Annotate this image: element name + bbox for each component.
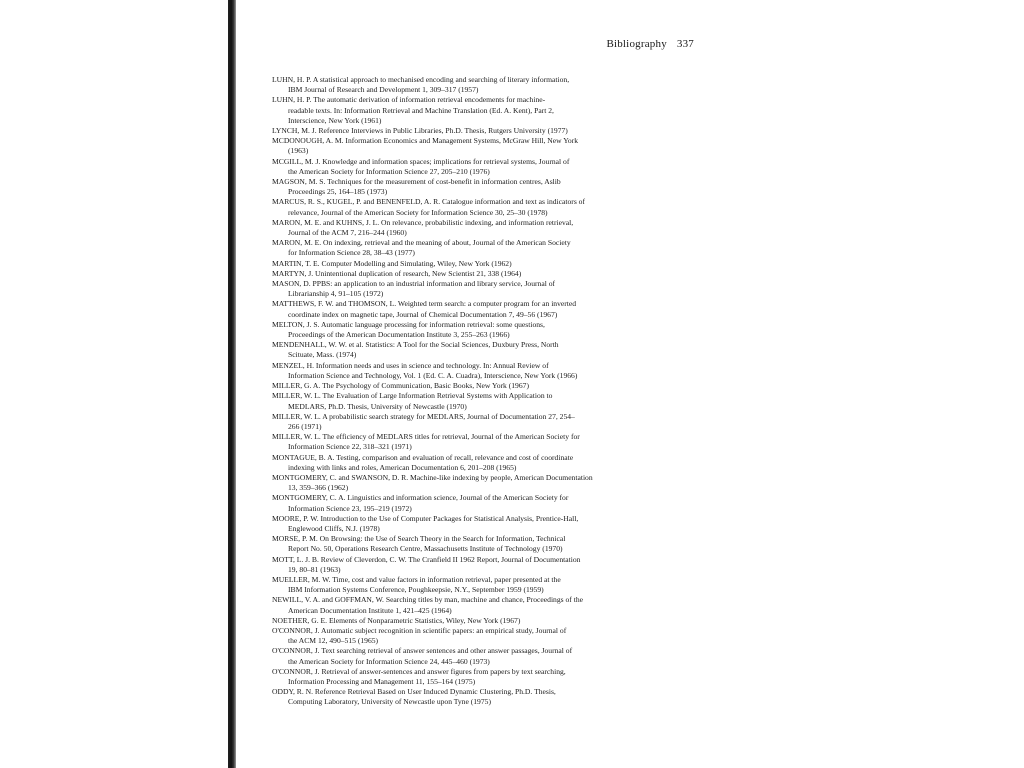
bibliography-entry xyxy=(272,616,694,626)
bibliography-entry xyxy=(272,555,694,575)
bibliography-entry xyxy=(272,453,694,473)
bibliography-entry xyxy=(272,534,694,554)
bibliography-entry xyxy=(272,279,694,299)
entry-continuation-line: Computing Laboratory, University of Newcastle upon Tyne (1975) xyxy=(288,697,491,707)
entry-continuation-line: Information Science 22, 318–321 (1971) xyxy=(288,442,412,452)
entry-first-line: MARTYN, J. Unintentional duplication of research, New Scientist 21, 338 (1964) xyxy=(272,268,522,278)
entry-first-line: MENDENHALL, W. W. et al. Statistics: A Tool for the Social Sciences, Duxbury Press, North xyxy=(272,340,559,350)
entry-first-line: MCDONOUGH, A. M. Information Economics and Management Systems, McGraw Hill, New York xyxy=(272,136,579,146)
entry-continuation-line: (1963) xyxy=(288,146,309,156)
bibliography-entry xyxy=(272,340,694,360)
entry-first-line: MILLER, G. A. The Psychology of Communication, Basic Books, New York (1967) xyxy=(272,381,529,391)
entry-first-line: MONTGOMERY, C. A. Linguistics and information science, Journal of the American Society for xyxy=(272,493,569,503)
bibliography-entry xyxy=(272,126,694,136)
bibliography-entry xyxy=(272,238,694,258)
entry-continuation-line: Librarianship 4, 91–105 (1972) xyxy=(288,289,384,299)
bibliography-entry xyxy=(272,157,694,177)
bibliography-entry xyxy=(272,269,694,279)
bibliography-entry xyxy=(272,687,694,707)
bibliography-entry xyxy=(272,626,694,646)
bibliography-entry xyxy=(272,391,694,411)
entry-first-line: MATTHEWS, F. W. and THOMSON, L. Weighted term search: a computer program for an inverted xyxy=(272,299,577,309)
bibliography-entry xyxy=(272,75,694,95)
bibliography-entry xyxy=(272,381,694,391)
entry-first-line: ODDY, R. N. Reference Retrieval Based on User Induced Dynamic Clustering, Ph.D. Thesis, xyxy=(272,687,556,697)
entry-continuation-line: Proceedings 25, 164–185 (1973) xyxy=(288,187,388,197)
entry-first-line: MELTON, J. S. Automatic language processing for information retrieval: some questions, xyxy=(272,319,545,329)
bibliography-entry xyxy=(272,473,694,493)
entry-first-line: MARON, M. E. and KUHNS, J. L. On relevance, probabilistic indexing, and information retrieval, xyxy=(272,217,574,227)
bibliography-entry xyxy=(272,514,694,534)
bibliography-entry xyxy=(272,299,694,319)
entry-first-line: LUHN, H. P. The automatic derivation of information retrieval encodements for machine- xyxy=(272,95,546,105)
entry-continuation-line: IBM Information Systems Conference, Poughkeepsie, N.Y., September 1959 (1959) xyxy=(288,585,544,595)
entry-continuation-line: Scituate, Mass. (1974) xyxy=(288,350,357,360)
entry-first-line: MARON, M. E. On indexing, retrieval and the meaning of about, Journal of the American Society xyxy=(272,238,571,248)
bibliography-entry xyxy=(272,177,694,197)
entry-first-line: MOTT, L. J. B. Review of Cleverdon, C. W. The Cranfield II 1962 Report, Journal of Documentation xyxy=(272,554,581,564)
entry-continuation-line: Report No. 50, Operations Research Centre, Massachusetts Institute of Technology (1970) xyxy=(288,544,563,554)
entry-continuation-line: coordinate index on magnetic tape, Journal of Chemical Documentation 7, 49–56 (1967) xyxy=(288,309,558,319)
bibliography-entry xyxy=(272,595,694,615)
entry-continuation-line: the American Society for Information Science 27, 205–210 (1976) xyxy=(288,166,490,176)
entry-first-line: O'CONNOR, J. Automatic subject recognition in scientific papers: an empirical study, Journal of xyxy=(272,625,567,635)
entry-continuation-line: the American Society for Information Science 24, 445–460 (1973) xyxy=(288,656,490,666)
running-head xyxy=(272,38,694,52)
bibliography-entry xyxy=(272,259,694,269)
entry-first-line: LYNCH, M. J. Reference Interviews in Public Libraries, Ph.D. Thesis, Rutgers University (1977) xyxy=(272,126,568,136)
entry-first-line: MILLER, W. L. A probabilistic search strategy for MEDLARS, Journal of Documentation 27, 254– xyxy=(272,411,575,421)
page-number: 337 xyxy=(676,38,694,50)
bibliography-entry xyxy=(272,412,694,432)
entry-first-line: MONTAGUE, B. A. Testing, comparison and evaluation of recall, relevance and cost of coordinate xyxy=(272,452,574,462)
bibliography-entry xyxy=(272,95,694,126)
bibliography-entry xyxy=(272,432,694,452)
bibliography-entry xyxy=(272,575,694,595)
entry-first-line: NOETHER, G. E. Elements of Nonparametric Statistics, Wiley, New York (1967) xyxy=(272,615,521,625)
bibliography-entry xyxy=(272,646,694,666)
entry-first-line: MILLER, W. L. The efficiency of MEDLARS titles for retrieval, Journal of the American Society for xyxy=(272,432,580,442)
entry-continuation-line: Journal of the ACM 7, 216–244 (1960) xyxy=(288,228,407,238)
entry-continuation-line: for Information Science 28, 38–43 (1977) xyxy=(288,248,415,258)
entry-first-line: MILLER, W. L. The Evaluation of Large Information Retrieval Systems with Application to xyxy=(272,391,553,401)
entry-first-line: MARTIN, T. E. Computer Modelling and Simulating, Wiley, New York (1962) xyxy=(272,258,512,268)
entry-continuation-line: Interscience, New York (1961) xyxy=(288,115,382,125)
bibliography-entry xyxy=(272,136,694,156)
entry-continuation-line: Information Science and Technology, Vol. 1 (Ed. C. A. Cuadra), Interscience, New York (1966) xyxy=(288,370,578,380)
entry-first-line: O'CONNOR, J. Retrieval of answer-sentences and answer figures from papers by text searching, xyxy=(272,666,566,676)
entry-first-line: O'CONNOR, J. Text searching retrieval of answer sentences and other answer passages, Journal of xyxy=(272,646,573,656)
bibliography-entry xyxy=(272,493,694,513)
page-binding-edge xyxy=(228,0,236,768)
entry-continuation-line: IBM Journal of Research and Development 1, 309–317 (1957) xyxy=(288,85,479,95)
entry-first-line: LUHN, H. P. A statistical approach to mechanised encoding and searching of literary information, xyxy=(272,75,570,84)
section-title: Bibliography xyxy=(606,38,667,50)
entry-first-line: MAGSON, M. S. Techniques for the measurement of cost-benefit in information centres, Aslib xyxy=(272,177,561,187)
bibliography-entry xyxy=(272,667,694,687)
entry-continuation-line: 266 (1971) xyxy=(288,421,322,431)
entry-continuation-line: MEDLARS, Ph.D. Thesis, University of Newcastle (1970) xyxy=(288,401,467,411)
entry-continuation-line: 13, 359–366 (1962) xyxy=(288,483,349,493)
entry-continuation-line: Information Science 23, 195–219 (1972) xyxy=(288,503,412,513)
entry-continuation-line: the ACM 12, 490–515 (1965) xyxy=(288,636,379,646)
bibliography-entry xyxy=(272,218,694,238)
entry-first-line: MARCUS, R. S., KUGEL, P. and BENENFELD, A. R. Catalogue information and text as indicators of xyxy=(272,197,586,207)
entry-first-line: MORSE, P. M. On Browsing: the Use of Search Theory in the Search for Information, Technical xyxy=(272,534,566,544)
entry-first-line: MOORE, P. W. Introduction to the Use of Computer Packages for Statistical Analysis, Prentice-Hall, xyxy=(272,513,579,523)
entry-continuation-line: American Documentation Institute 1, 421–425 (1964) xyxy=(288,605,452,615)
entry-continuation-line: Proceedings of the American Documentation Institute 3, 255–263 (1966) xyxy=(288,330,510,340)
bibliography-entry xyxy=(272,361,694,381)
entry-first-line: MUELLER, M. W. Time, cost and value factors in information retrieval, paper presented at the xyxy=(272,574,561,584)
bibliography-entry xyxy=(272,197,694,217)
entry-continuation-line: readable texts. In: Information Retrieval and Machine Translation (Ed. A. Kent), Part 2, xyxy=(288,105,554,115)
entry-first-line: MONTGOMERY, C. and SWANSON, D. R. Machine-like indexing by people, American Documentation xyxy=(272,472,593,482)
entry-continuation-line: relevance, Journal of the American Society for Information Science 30, 25–30 (1978) xyxy=(288,207,548,217)
entry-first-line: MCGILL, M. J. Knowledge and information spaces; implications for retrieval systems, Journal of xyxy=(272,156,570,166)
entry-first-line: NEWILL, V. A. and GOFFMAN, W. Searching titles by man, machine and chance, Proceedings of the xyxy=(272,595,584,605)
entry-continuation-line: Information Processing and Management 11, 155–164 (1975) xyxy=(288,676,476,686)
book-page xyxy=(272,38,694,708)
entry-first-line: MASON, D. PPBS: an application to an industrial information and library service, Journal of xyxy=(272,279,556,289)
entry-continuation-line: 19, 80–81 (1963) xyxy=(288,564,341,574)
bibliography-list xyxy=(272,75,694,708)
bibliography-entry xyxy=(272,320,694,340)
entry-continuation-line: Englewood Cliffs, N.J. (1978) xyxy=(288,523,380,533)
entry-first-line: MENZEL, H. Information needs and uses in science and technology. In: Annual Review of xyxy=(272,360,549,370)
entry-continuation-line: indexing with links and roles, American Documentation 6, 201–208 (1965) xyxy=(288,462,517,472)
